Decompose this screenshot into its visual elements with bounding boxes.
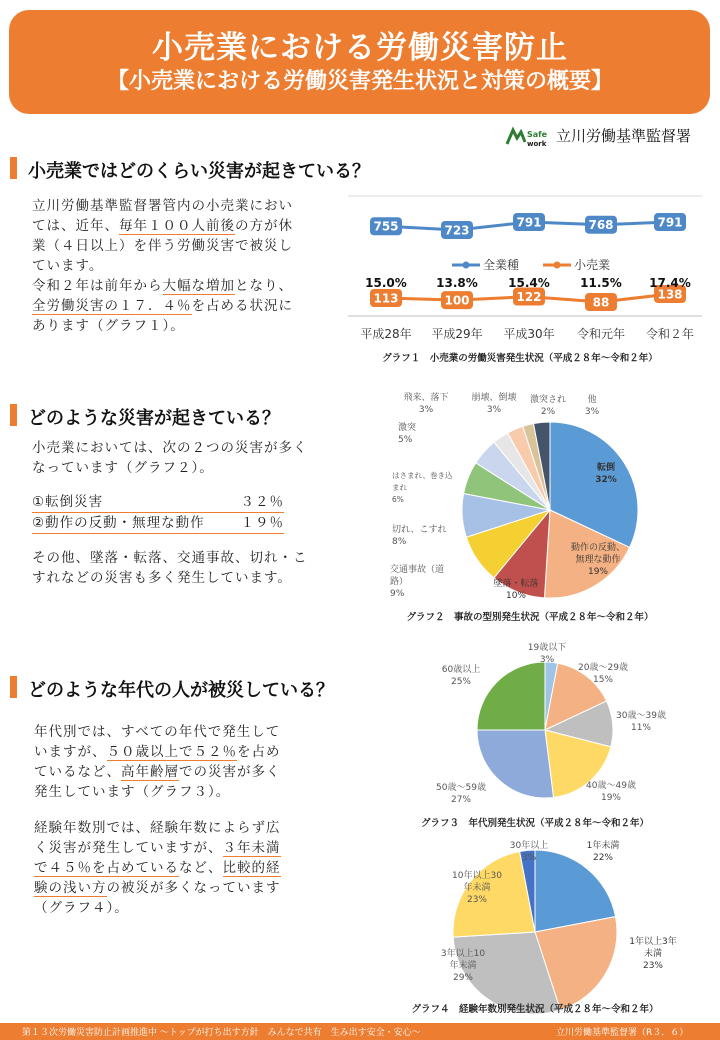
s2-item-value: １９％ (240, 515, 284, 531)
slice-label: 6% (392, 495, 404, 504)
slice-label: 交通事故（道 (390, 565, 445, 575)
slice-label: 年未満 (463, 883, 491, 893)
chart-experience-years (395, 832, 710, 1018)
data-label: 768 (588, 218, 614, 233)
slice-label: 飛来、落下 (403, 393, 449, 403)
safe-work-tokyo-logo (503, 124, 551, 150)
s3-highlight: 高年齢層 (121, 764, 179, 780)
s1-line (32, 276, 332, 296)
slice-label: 22% (592, 853, 614, 863)
slice-label: 崩壊、倒壊 (471, 393, 517, 403)
s2-line: 小売業においては、次の２つの災害が多く (32, 440, 308, 456)
s1-line: 立川労働基準監督署管内の小売業におい (32, 198, 293, 214)
share-annotation: 13.8% (436, 276, 478, 290)
s2-item-label: ②動作の反動・無理な動作 (32, 515, 205, 531)
section-1-text (32, 196, 332, 336)
section-3-text-2 (34, 818, 334, 918)
chart-caption: グラフ１ 小売業の労働災害発生状況（平成２８年〜令和２年） (382, 353, 658, 364)
s3-line: 年代別では、すべての年代で発生して (34, 724, 281, 740)
s3-highlight: 比較的経 (222, 860, 281, 876)
s2-item (32, 513, 284, 534)
s3-line: 発生しています（グラフ３）。 (34, 784, 231, 800)
share-annotation: 15.4% (508, 276, 550, 290)
data-label: 791 (516, 215, 542, 230)
data-label: 122 (516, 290, 542, 305)
office-name: 立川労働基準監督署 (556, 127, 692, 145)
slice-label: 10% (505, 591, 527, 601)
page-title: 小売業における労働災害防止 (152, 30, 568, 66)
s3-line: （グラフ４）。 (34, 900, 129, 916)
data-label: 138 (657, 287, 683, 302)
chart-age-groups (395, 636, 710, 832)
share-annotation: 15.0% (365, 276, 407, 290)
chart-caption: グラフ２ 事故の型別発生状況（平成２８年〜令和２年） (406, 612, 654, 623)
s1-text: 令和２年は前年から (32, 278, 163, 294)
slice-label: 切れ、こすれ (392, 525, 447, 535)
data-label: 100 (444, 293, 470, 308)
slice-label: 2% (540, 407, 556, 417)
slice-label: 5% (398, 435, 413, 445)
slice-label: 墜落・転落 (493, 579, 539, 589)
svg-text:Safe: Safe (527, 130, 548, 139)
slice-label: 3% (521, 853, 537, 863)
s3-text: ているなど、 (34, 764, 121, 780)
slice-label: 11% (630, 723, 652, 733)
s3-highlight: 験の浅い方 (34, 880, 107, 896)
data-label: 88 (592, 295, 610, 310)
footer-office: 立川労働基準監督署（R３．６） (556, 1028, 689, 1038)
s2-line: なっています（グラフ２）。 (32, 460, 214, 476)
s3-highlight: で４５％を占めている (34, 860, 179, 876)
slice-label: 動作の反動、 (570, 543, 626, 553)
x-tick-label: 令和２年 (645, 327, 695, 341)
s3-line (34, 742, 334, 762)
section-heading-3: どのような年代の人が被災している？ (28, 680, 334, 701)
s3-line (34, 762, 334, 782)
s3-text: いますが、 (34, 744, 107, 760)
s3-line (34, 878, 334, 898)
slice-label: 3% (539, 655, 555, 665)
slice-label: 9% (390, 589, 405, 599)
x-tick-label: 平成30年 (503, 327, 555, 341)
slice-label: 32% (595, 475, 617, 485)
x-tick-label: 令和元年 (576, 327, 626, 341)
share-annotation: 17.4% (649, 276, 691, 290)
s1-line (32, 216, 332, 236)
legend-label: 小売業 (574, 258, 611, 272)
s2-item-value: ３２％ (240, 494, 284, 510)
s3-line (34, 858, 334, 878)
s3-text: の被災が多くなっています (106, 880, 281, 896)
slice-label: 1年以上3年 (629, 937, 677, 947)
s3-text: など、 (179, 860, 223, 876)
s1-line: ています。 (32, 258, 104, 274)
data-label: 113 (373, 291, 399, 306)
s3-text: く災害が発生していますが、 (34, 840, 223, 856)
slice-label: 3% (584, 407, 600, 417)
svg-text:work: work (527, 140, 547, 148)
s3-highlight: ３年未満 (222, 840, 281, 856)
slice-label: 50歳〜59歳 (436, 783, 486, 793)
s3-highlight: ５０歳以上で５２％ (106, 744, 237, 760)
section-marker (10, 676, 17, 698)
s1-text: となり、 (235, 278, 293, 294)
s3-line: 経験年数別では、経験年数によらず広 (34, 820, 281, 836)
slice-label: 8% (392, 537, 407, 547)
slice-label: はさまれ、巻き込 (392, 471, 453, 480)
slice-label: 1年未満 (586, 841, 620, 851)
slice-label: 27% (450, 795, 472, 805)
data-label: 723 (444, 223, 470, 238)
slice-label: 激突 (398, 423, 417, 433)
slice-label: 年未満 (449, 961, 477, 971)
data-label: 791 (657, 215, 683, 230)
slice-label: 15% (592, 675, 614, 685)
slice-label: 3年以上10 (440, 949, 486, 959)
x-tick-label: 平成28年 (360, 327, 412, 341)
s1-text: ては、近年、 (32, 218, 119, 234)
s2-item-label: ①転倒災害 (32, 494, 104, 510)
s3-text: での災害が多く (179, 764, 281, 780)
slice-label: 19歳以下 (527, 643, 567, 653)
s1-line (32, 296, 332, 316)
x-tick-label: 平成29年 (431, 327, 483, 341)
share-annotation: 11.5% (580, 276, 622, 290)
pie-slice (477, 662, 545, 730)
slice-label: 20歳〜29歳 (578, 663, 628, 673)
s3-line (34, 838, 334, 858)
s1-highlight: 毎年１００人前後 (119, 218, 235, 234)
legend-marker (554, 262, 561, 269)
slice-label: 60歳以上 (441, 665, 481, 675)
s2-line: すれなどの災害も多く発生しています。 (32, 570, 292, 586)
slice-label: 25% (450, 677, 472, 687)
section-marker (10, 404, 17, 426)
slice-label: 激突され (529, 395, 567, 405)
slice-label: 路） (390, 577, 409, 587)
pie-slice (477, 730, 554, 798)
s1-text: の方が休 (235, 218, 293, 234)
section-heading-1: 小売業ではどのくらい災害が起きている？ (28, 161, 370, 182)
section-marker (10, 157, 17, 179)
slice-label: 他 (587, 395, 597, 405)
data-label: 755 (373, 219, 399, 234)
footer-slogan: 第１３次労働災害防止計画推進中 〜トップが打ち出す方針 みんなで共有 生み出す安全・安心〜 (22, 1028, 421, 1038)
slice-label: 3% (418, 405, 434, 415)
slice-label: 30歳〜39歳 (616, 711, 666, 721)
legend-marker (463, 262, 470, 269)
s1-highlight: 全労働災害の１７．４％ (32, 298, 192, 314)
s2-item (32, 492, 284, 513)
slice-label: 転倒 (596, 463, 616, 473)
slice-label: 10年以上30 (452, 871, 502, 881)
chart-accidents-trend (340, 192, 710, 370)
legend-label: 全業種 (483, 258, 520, 272)
slice-label: 23% (466, 895, 488, 905)
page-subtitle: 【小売業における労働災害発生状況と対策の概要】 (106, 69, 613, 94)
slice-label: 29% (452, 973, 474, 983)
section-heading-2: どのような災害が起きている？ (28, 408, 280, 429)
slice-label: 40歳〜49歳 (586, 781, 636, 791)
chart-accident-types (370, 388, 710, 628)
slice-label: 23% (642, 961, 664, 971)
s1-line: あります（グラフ１）。 (32, 318, 185, 334)
slice-label: 19% (600, 793, 622, 803)
chart-caption: グラフ３ 年代別発生状況（平成２８年〜令和２年） (420, 818, 650, 829)
slice-label: 19% (587, 567, 609, 577)
s1-line: 業（４日以上）を伴う労働災害で被災し (32, 238, 293, 254)
slice-label: 無理な動作 (575, 555, 621, 565)
s2-line: その他、墜落・転落、交通事故、切れ・こ (32, 550, 308, 566)
slice-label: 未満 (643, 949, 663, 959)
chart-caption: グラフ４ 経験年数別発生状況（平成２８年〜令和２年） (411, 1004, 659, 1015)
slice-label: 3% (486, 405, 502, 415)
s1-highlight: 大幅な増加 (162, 278, 235, 294)
s3-text: を占め (237, 744, 281, 760)
section-3-text-1 (34, 722, 334, 802)
s1-text: を占める状況に (191, 298, 293, 314)
slice-label: まれ (392, 483, 407, 492)
section-2-text (32, 438, 332, 588)
slice-label: 30年以上 (509, 841, 549, 851)
